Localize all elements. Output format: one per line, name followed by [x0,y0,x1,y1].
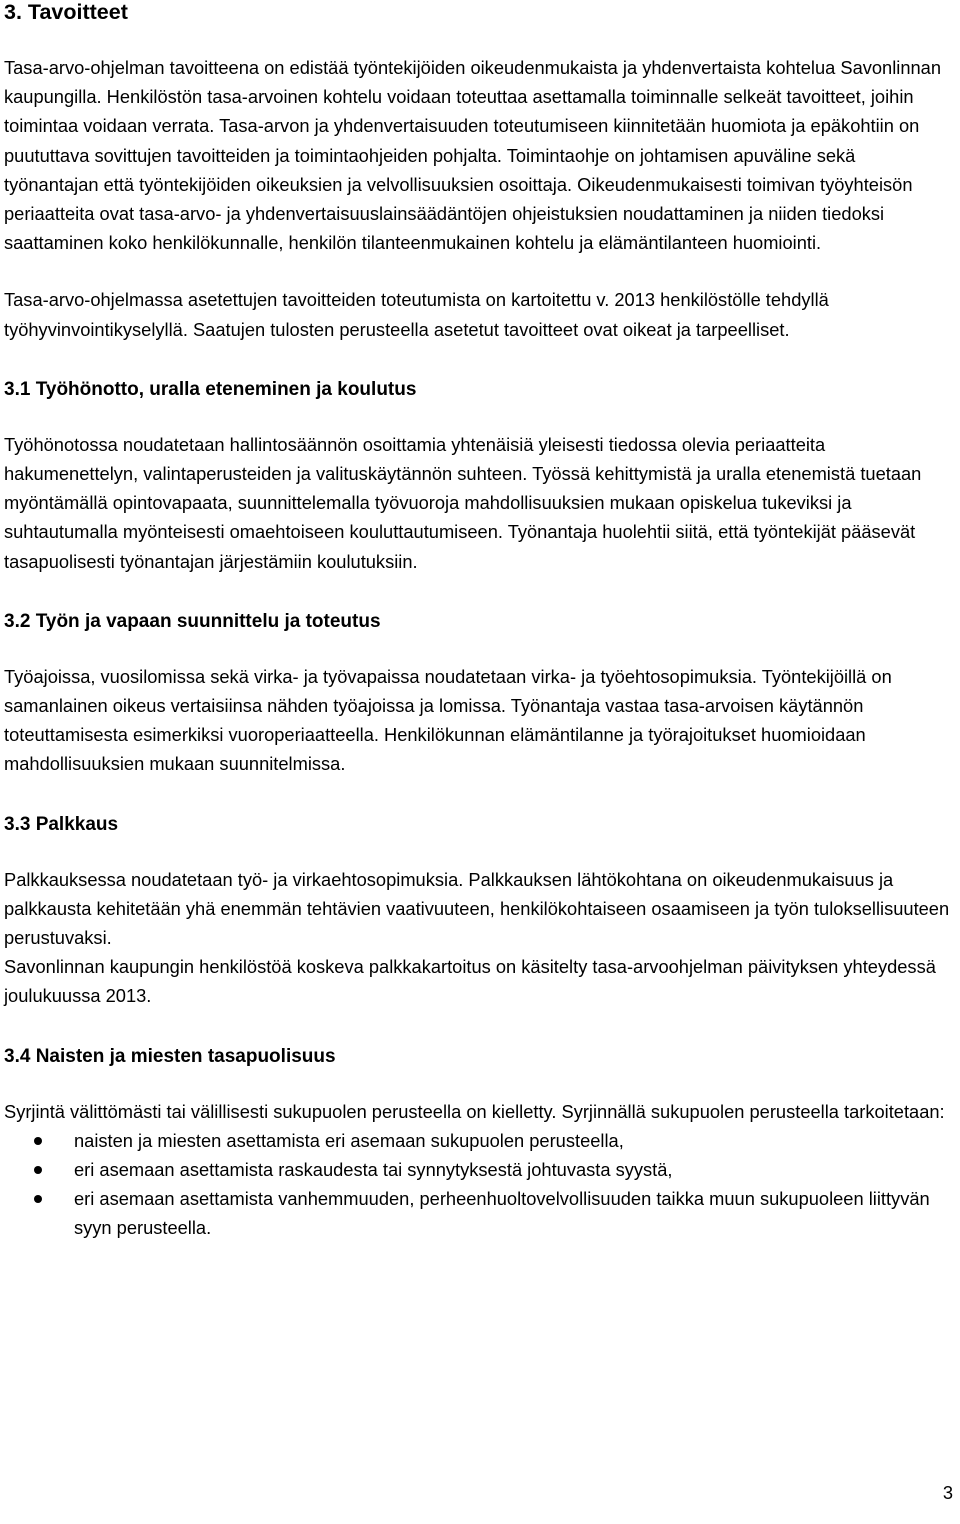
document-page [4,0,954,1243]
list-item-text: naisten ja miesten asettamista eri asemaan sukupuolen perusteella, [74,1129,624,1151]
section-heading-3-4: 3.4 Naisten ja miesten tasapuolisuus [4,1045,336,1067]
list-item [4,1155,954,1184]
page-number: 3 [942,1482,953,1503]
section-3-3-paragraph-1: Palkkauksessa noudatetaan työ- ja virkaehtosopimuksia. Palkkauksen lähtökohtana on oikeudenmukaisuus ja palkkausta kehitetään yhä enemmän tehtävien vaativuuteen, henkilökohtaiseen osaamiseen ja työn tuloksellisuuteen perustuvaksi. [4,868,950,949]
discrimination-list [4,1126,954,1243]
section-heading-3-1: 3.1 Työhönotto, uralla eteneminen ja koulutus [4,378,417,400]
list-item-text: eri asemaan asettamista vanhemmuuden, perheenhuoltovelvollisuuden taikka muun sukupuoleen liittyvän syyn perusteella. [74,1188,930,1239]
bullet-icon [34,1137,42,1145]
section-heading-3-2: 3.2 Työn ja vapaan suunnittelu ja toteutus [4,610,381,632]
list-item [4,1184,954,1242]
chapter-heading: 3. Tavoitteet [4,0,128,24]
section-3-2-paragraph: Työajoissa, vuosilomissa sekä virka- ja työvapaissa noudatetaan virka- ja työehtosopimuksia. Työntekijöillä on samanlainen oikeus vertaisiinsa nähden työajoissa ja lomissa. Työnantaja vastaa tasa-arvoisen käytännön toteuttamisesta esimerkiksi vuoroperiaatteella. Henkilökunnan elämäntilanne ja työrajoitukset huomioidaan mahdollisuuksien mukaan suunnitelmissa. [4,665,892,775]
section-3-3-paragraph-2: Savonlinnan kaupungin henkilöstöä koskeva palkkakartoitus on käsitelty tasa-arvoohjelman päivityksen yhteydessä joulukuussa 2013. [4,956,936,1007]
intro-paragraph-1: Tasa-arvo-ohjelman tavoitteena on edistää työntekijöiden oikeudenmukaista ja yhdenvertaista kohtelua Savonlinnan kaupungilla. Henkilöstön tasa-arvoinen kohtelu voidaan toteuttaa asettamalla toiminnalle selkeät tavoitteet, joihin toimintaa voidaan verrata. Tasa-arvon ja yhdenvertaisuuden toteutumiseen kiinnitetään huomiota ja epäkohtiin on puututtava sovittujen tavoitteiden ja toimintaohjeiden pohjalta. Toimintaohje on johtamisen apuväline sekä työnantajan että työntekijöiden oikeuksien ja velvollisuuksien osoittaja. Oikeudenmukaisesti toimivan työyhteisön periaatteita ovat tasa-arvo- ja yhdenvertaisuuslainsäädäntöjen ohjeistuksien noudattaminen ja niiden tiedoksi saattaminen koko henkilökunnalle, henkilön tilanteenmukainen kohtelu ja elämäntilanteen huomiointi. [4,57,942,254]
bullet-icon [34,1166,42,1174]
section-3-4-paragraph: Syrjintä välittömästi tai välillisesti sukupuolen perusteella on kielletty. Syrjinnällä sukupuolen perusteella tarkoitetaan: [4,1100,945,1122]
section-3-1-paragraph: Työhönotossa noudatetaan hallintosäännön osoittamia yhtenäisiä yleisesti tiedossa olevia periaatteita hakumenettelyn, valintaperusteiden ja valituskäytännön suhteen. Työssä kehittymistä ja uralla etenemistä tuetaan myöntämällä opintovapaata, suunnittelemalla työvuoroja mahdollisuuksien mukaan opiskelua tukeviksi ja suhtautumalla myönteisesti omaehtoiseen kouluttautumiseen. Työnantaja huolehtii siitä, että työntekijät pääsevät tasapuolisesti työnantajan järjestämiin koulutuksiin. [4,433,922,572]
list-item-text: eri asemaan asettamista raskaudesta tai synnytyksestä johtuvasta syystä, [74,1159,673,1181]
list-item [4,1126,954,1155]
section-heading-3-3: 3.3 Palkkaus [4,813,119,835]
bullet-icon [34,1195,42,1203]
intro-paragraph-2: Tasa-arvo-ohjelmassa asetettujen tavoitteiden toteutumista on kartoitettu v. 2013 henkilöstölle tehdyllä työhyvinvointikyselyllä. Saatujen tulosten perusteella asetetut tavoitteet ovat oikeat ja tarpeelliset. [4,289,829,340]
